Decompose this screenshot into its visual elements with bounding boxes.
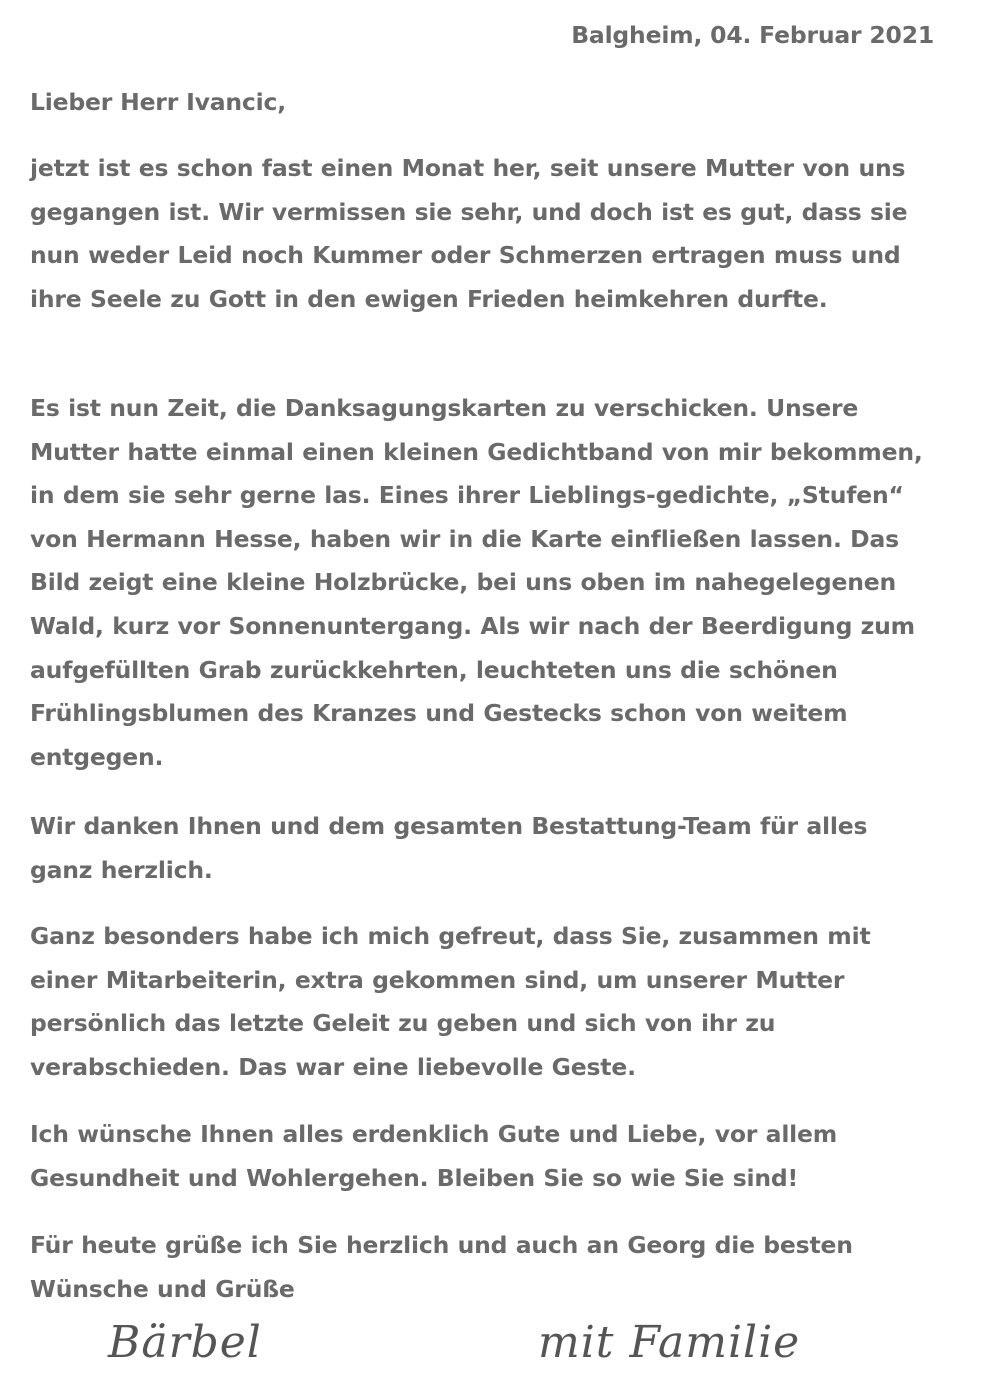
date-line: Balgheim, 04. Februar 2021	[571, 21, 934, 49]
paragraph-5: Ich wünsche Ihnen alles erdenklich Gute und Liebe, vor allem Gesundheit und Wohlergehen. Bleiben Sie so wie Sie sind!	[30, 1120, 838, 1192]
paragraph-6: Für heute grüße ich Sie herzlich und auch an Georg die besten Wünsche und Grüße	[30, 1231, 853, 1303]
paragraph-3: Wir danken Ihnen und dem gesamten Bestattung-Team für alles ganz herzlich.	[30, 812, 868, 884]
greeting: Lieber Herr Ivancic,	[30, 88, 286, 116]
signature-suffix: mit Familie	[538, 1317, 801, 1368]
signature-name: Bärbel	[108, 1317, 262, 1368]
paragraph-4: Ganz besonders habe ich mich gefreut, dass Sie, zusammen mit einer Mitarbeiterin, extra gekommen sind, um unserer Mutter persönlich das letzte Geleit zu geben und sich von ihr zu verabschieden. Das war eine liebevolle Geste.	[30, 922, 871, 1081]
paragraph-2: Es ist nun Zeit, die Danksagungskarten zu verschicken. Unsere Mutter hatte einmal einen kleinen Gedichtband von mir bekommen, in dem sie sehr gerne las. Eines ihrer Lieblings-gedichte, „Stufen“ von Hermann Hesse, haben wir in die Karte einfließen lassen. Das Bild zeigt eine kleine Holzbrücke, bei uns oben im nahegelegenen Wald, kurz vor Sonnenuntergang. Als wir nach der Beerdigung zum aufgefüllten Grab zurückkehrten, leuchteten uns die schönen Frühlingsblumen des Kranzes und Gestecks schon von weitem entgegen.	[30, 394, 923, 771]
paragraph-1: jetzt ist es schon fast einen Monat her, seit unsere Mutter von uns gegangen ist. Wir vermissen sie sehr, und doch ist es gut, dass sie nun weder Leid noch Kummer oder Schmerzen ertragen muss und ihre Seele zu Gott in den ewigen Frieden heimkehren durfte.	[30, 154, 908, 313]
